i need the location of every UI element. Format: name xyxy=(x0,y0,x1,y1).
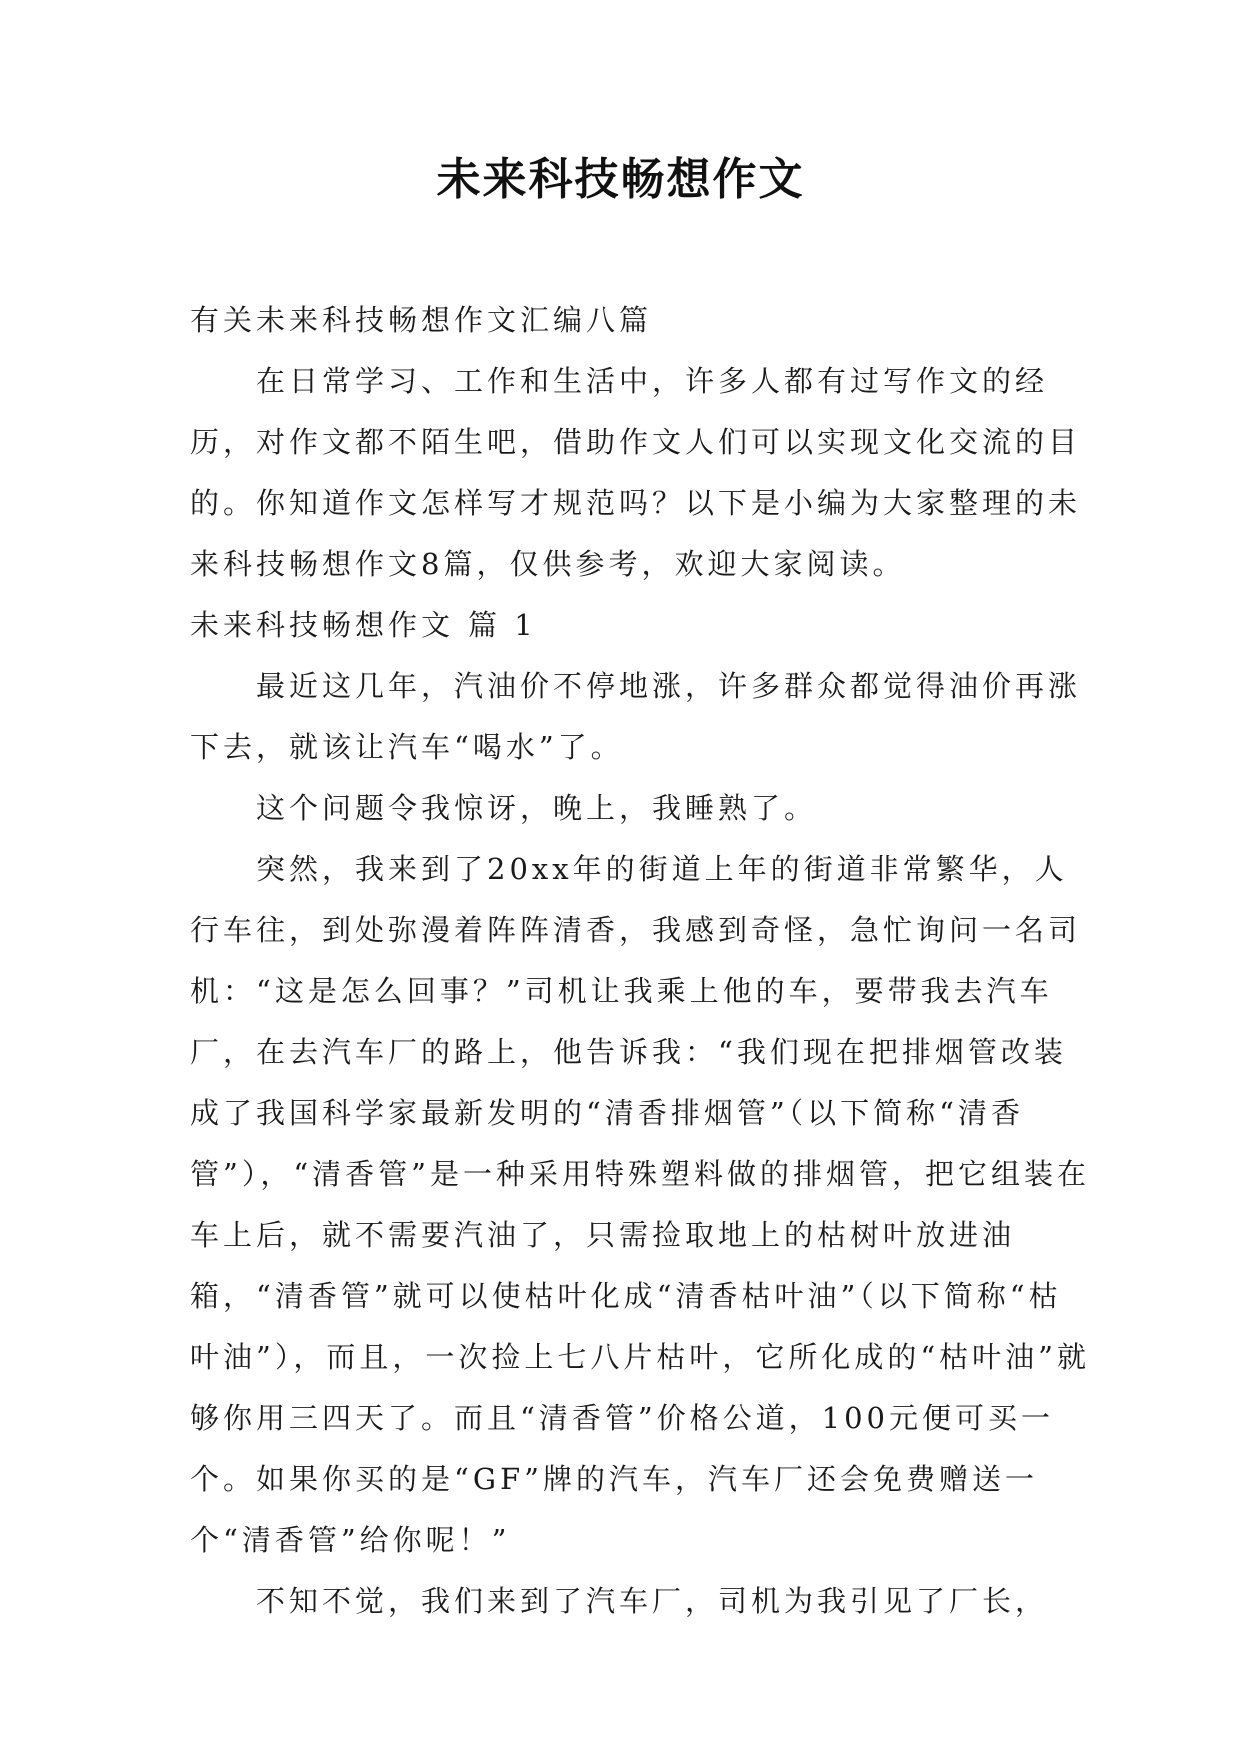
document-title: 未来科技畅想作文 xyxy=(436,154,805,205)
body-paragraph: 这个问题令我惊讶，晚上，我睡熟了。 xyxy=(256,791,818,825)
intro-paragraph: 在日常学习、工作和生活中，许多人都有过写作文的经历，对作文都不陌生吧，借助作文人们可以实现文化交流的目的。你知道作文怎样写才规范吗？以下是小编为大家整理的未来科技畅想作文8篇，仅供参考，欢迎大家阅读。 xyxy=(190,364,1082,581)
section-number: 篇 1 xyxy=(468,608,537,642)
body-paragraph: 不知不觉，我们来到了汽车厂，司机为我引见了厂长， xyxy=(256,1584,1049,1618)
section-title: 未来科技畅想作文 xyxy=(190,608,455,642)
document-body xyxy=(190,290,1090,1632)
body-paragraph: 最近这几年，汽油价不停地涨，许多群众都觉得油价再涨下去，就该让汽车“喝水”了。 xyxy=(190,669,1082,764)
document-subtitle: 有关未来科技畅想作文汇编八篇 xyxy=(190,303,653,337)
section-heading xyxy=(190,595,1090,656)
body-paragraph: 突然，我来到了20xx年的街道上年的街道非常繁华，人行车往，到处弥漫着阵阵清香，我感到奇怪，急忙询问一名司机：“这是怎么回事？”司机让我乘上他的车，要带我去汽车厂，在去汽车厂的路上，他告诉我：“我们现在把排烟管改装成了我国科学家最新发明的“清香排烟管”（以下简称“清香管”），“清香管”是一种采用特殊塑料做的排烟管，把它组装在车上后，就不需要汽油了，只需捡取地上的枯树叶放进油箱，“清香管”就可以使枯叶化成“清香枯叶油”（以下简称“枯叶油”），而且，一次捡上七八片枯叶，它所化成的“枯叶油”就够你用三四天了。而且“清香管”价格公道，100元便可买一个。如果你买的是“GF”牌的汽车，汽车厂还会免费赠送一个“清香管”给你呢！” xyxy=(190,852,1090,1557)
